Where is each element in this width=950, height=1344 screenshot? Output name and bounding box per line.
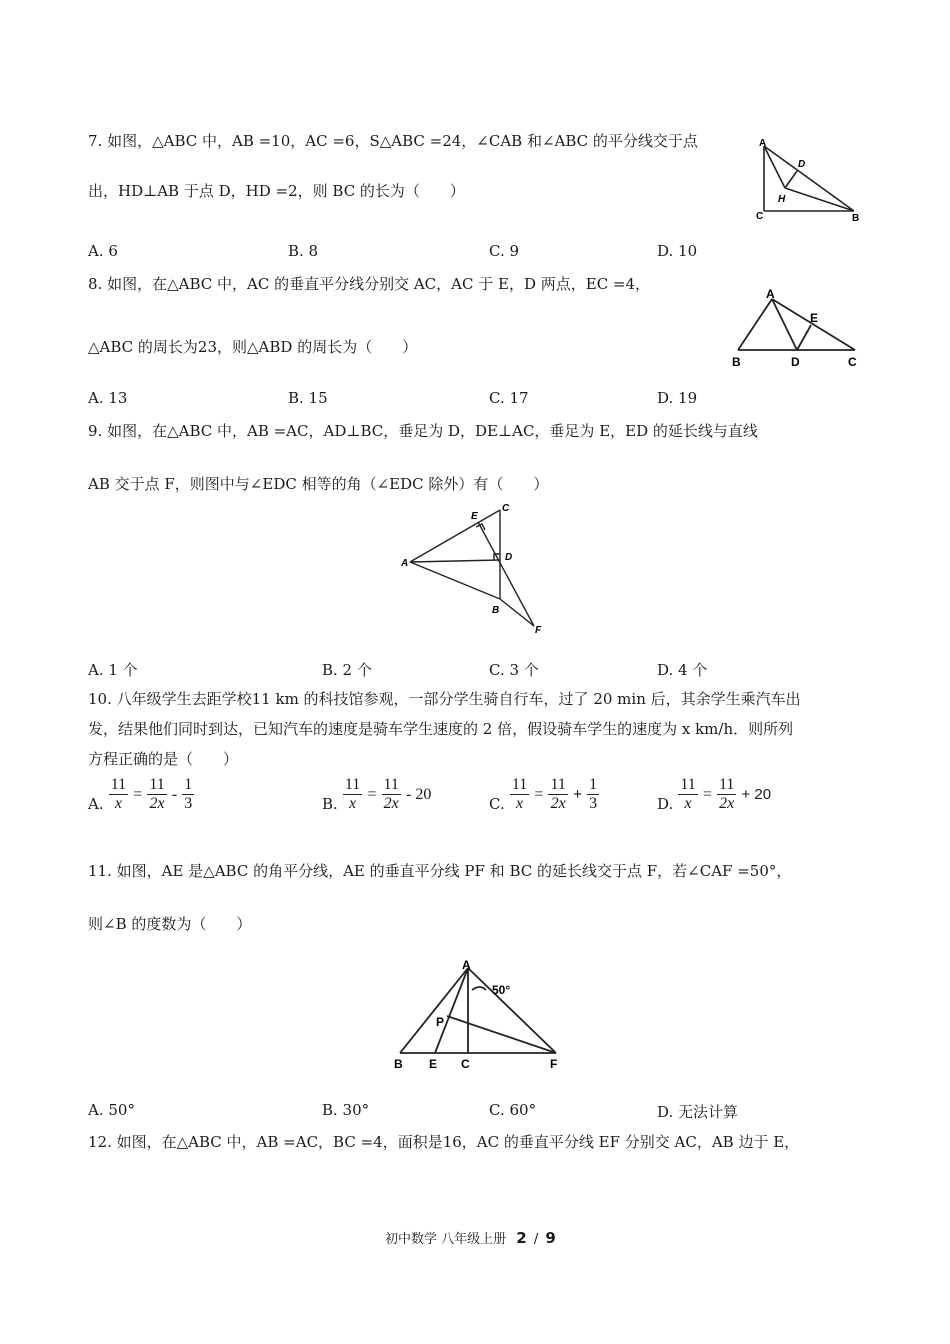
q9-label-f: F <box>535 625 542 636</box>
q10-option-a-letter: A. <box>88 795 104 813</box>
q11-option-a[interactable]: A. 50° <box>88 1101 135 1119</box>
q9-option-c[interactable]: C. 3 个 <box>489 661 539 679</box>
fraction: $\frac{11}{x}$ <box>680 776 696 812</box>
q11-label-e: E <box>429 1057 438 1071</box>
fraction: $\frac{11}{x}$ <box>110 776 127 812</box>
q11-line2: 则∠B 的度数为（ ） <box>88 915 252 933</box>
q10-line2: 发，结果他们同时到达，已知汽车的速度是骑车学生速度的 2 倍，假设骑车学生的速度为 x km/h．则所列 <box>88 720 794 738</box>
page-total: 9 <box>545 1229 556 1247</box>
q7-label-h: H <box>778 194 786 205</box>
q9-option-b[interactable]: B. 2 个 <box>322 661 372 679</box>
q10-line1: 10. 八年级学生去距学校11 km 的科技馆参观，一部分学生骑自行车，过了 20 min 后，其余学生乘汽车出 <box>88 690 801 708</box>
q8-option-d[interactable]: D. 19 <box>657 389 698 407</box>
fraction: $\frac{11}{x}$ <box>344 776 361 812</box>
q7-option-b[interactable]: B. 8 <box>288 242 319 260</box>
q7-option-d[interactable]: D. 10 <box>657 242 698 260</box>
q12-line1: 12. 如图，在△ABC 中，AB =AC，BC =4，面积是16，AC 的垂直平分线 EF 分别交 AC，AB 边于 E， <box>88 1133 800 1151</box>
q7-label-d: D <box>798 159 806 170</box>
q8-option-b[interactable]: B. 15 <box>288 389 328 407</box>
q9-line2: AB 交于点 F，则图中与∠EDC 相等的角（∠EDC 除外）有（ ） <box>88 475 549 493</box>
q11-label-p: P <box>436 1015 445 1029</box>
fraction: $\frac{1}{3}$ <box>184 776 193 812</box>
q9-figure <box>398 498 548 640</box>
q7-label-c: C <box>756 211 764 222</box>
q9-option-a[interactable]: A. 1 个 <box>88 661 138 679</box>
q10-line3: 方程正确的是（ ） <box>88 750 239 768</box>
q7-line2: 出，HD⊥AB 于点 D，HD =2，则 BC 的长为（ ） <box>88 182 465 200</box>
q8-label-d: D <box>791 355 800 369</box>
q9-line1: 9. 如图，在△ABC 中，AB =AC，AD⊥BC，垂足为 D，DE⊥AC，垂足为 E，ED 的延长线与直线 <box>88 422 758 440</box>
q7-line1: 7. 如图，△ABC 中，AB =10，AC =6，S△ABC =24，∠CAB 和∠ABC 的平分线交于点 <box>88 132 698 150</box>
page-footer <box>385 1228 556 1247</box>
q8-option-a[interactable]: A. 13 <box>88 389 128 407</box>
q9-label-b: B <box>492 605 500 616</box>
fraction: $\frac{11}{2x}$ <box>383 776 399 812</box>
q9-label-d: D <box>505 552 513 563</box>
q11-label-angle: 50° <box>492 983 511 997</box>
q11-label-a: A <box>462 958 471 972</box>
page-number: 2 <box>516 1229 527 1247</box>
q8-line2: △ABC 的周长为23，则△ABD 的周长为（ ） <box>88 338 418 356</box>
q11-line1: 11. 如图，AE 是△ABC 的角平分线，AE 的垂直平分线 PF 和 BC 的延长线交于点 F，若∠CAF =50°， <box>88 862 792 880</box>
q10-option-d[interactable]: D. $\frac{11}{x}$ = $\frac{11}{2x}$ + 20 <box>657 776 772 813</box>
q10-option-a[interactable]: A. $\frac{11}{x}$ = $\frac{11}{2x}$ - $\frac{1}{3}$ <box>88 776 193 813</box>
q11-label-c: C <box>461 1057 470 1071</box>
q7-figure <box>750 136 865 224</box>
fraction: $\frac{11}{2x}$ <box>550 776 566 812</box>
q8-label-b: B <box>732 355 741 369</box>
q10-option-c[interactable]: C. $\frac{11}{x}$ = $\frac{11}{2x}$ + $\frac{1}{3}$ <box>489 776 598 813</box>
q11-option-d[interactable]: D. 无法计算 <box>657 1103 739 1121</box>
q7-option-c[interactable]: C. 9 <box>489 242 520 260</box>
q9-label-a: A <box>401 558 409 569</box>
q8-label-c: C <box>848 355 857 369</box>
q9-option-d[interactable]: D. 4 个 <box>657 661 708 679</box>
q10-option-c-letter: C. <box>489 795 505 813</box>
q8-label-a: A <box>766 287 775 301</box>
q11-label-b: B <box>394 1057 403 1071</box>
q11-option-c[interactable]: C. 60° <box>489 1101 537 1119</box>
fraction: $\frac{1}{3}$ <box>589 776 598 812</box>
page-separator: / <box>533 1232 539 1247</box>
q8-line1: 8. 如图，在△ABC 中，AC 的垂直平分线分别交 AC，AC 于 E，D 两点，EC =4， <box>88 275 651 293</box>
q11-option-b[interactable]: B. 30° <box>322 1101 370 1119</box>
q10-option-d-letter: D. <box>657 795 674 813</box>
q8-label-e: E <box>810 311 819 325</box>
q10-option-b-letter: B. <box>322 795 338 813</box>
q11-figure <box>388 952 568 1072</box>
q8-option-c[interactable]: C. 17 <box>489 389 529 407</box>
q10-option-b[interactable]: B. $\frac{11}{x}$ = $\frac{11}{2x}$ - 20 <box>322 776 432 813</box>
q9-label-e: E <box>471 511 478 522</box>
q8-figure <box>728 286 868 370</box>
q7-option-a[interactable]: A. 6 <box>88 242 118 260</box>
q11-label-f: F <box>550 1057 558 1071</box>
q9-label-c: C <box>502 503 510 514</box>
q7-label-a: A <box>759 138 767 149</box>
footer-text: 初中数学 八年级上册 <box>385 1232 507 1247</box>
fraction: $\frac{11}{2x}$ <box>149 776 165 812</box>
fraction: $\frac{11}{2x}$ <box>718 776 735 812</box>
q7-label-b: B <box>852 213 860 224</box>
fraction: $\frac{11}{x}$ <box>511 776 528 812</box>
